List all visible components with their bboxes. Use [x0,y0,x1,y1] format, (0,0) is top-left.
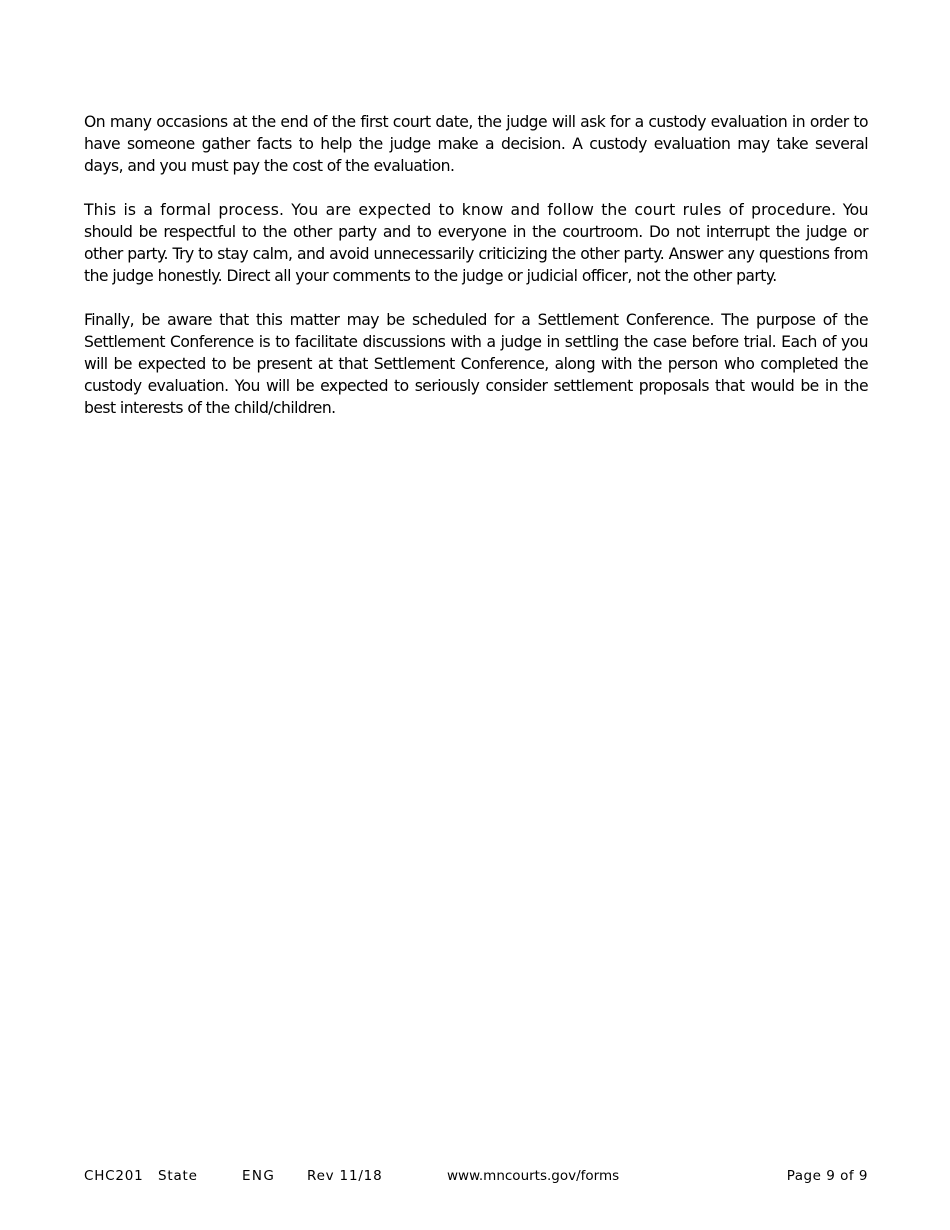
paragraph-custody-evaluation: On many occasions at the end of the first court date, the judge will ask for a custody evaluation in order to have someone gather facts to help the judge make a decision. A custody evaluation may take several days, and you must pay the cost of the evaluation. [84,113,868,175]
footer-form-code: CHC201 [84,1168,144,1184]
footer-url[interactable]: www.mncourts.gov/forms [447,1168,620,1184]
footer-jurisdiction: State [158,1168,198,1184]
footer-revision: Rev 11/18 [307,1168,383,1184]
paragraph-formal-process [84,199,868,287]
document-body [84,111,868,441]
page-footer [84,1166,868,1186]
footer-page-number: Page 9 of 9 [786,1168,868,1184]
paragraph-formal-process-lead: This is a formal process. You are expected to know and follow the court rules of procedure. [84,201,837,219]
footer-language: ENG [242,1168,276,1184]
paragraph-formal-process-rest: You should be respectful to the other party and to everyone in the courtroom. Do not interrupt the judge or other party. Try to stay calm, and avoid unnecessarily criticizing the other party. Answer any questions from the judge honestly. Direct all your comments to the judge or judicial officer, not the other party. [84,201,868,285]
paragraph-settlement-conference: Finally, be aware that this matter may be scheduled for a Settlement Conference. The purpose of the Settlement Conference is to facilitate discussions with a judge in settling the case before trial. Each of you will be expected to be present at that Settlement Conference, along with the person who completed the custody evaluation. You will be expected to seriously consider settlement proposals that would be in the best interests of the child/children. [84,311,868,417]
